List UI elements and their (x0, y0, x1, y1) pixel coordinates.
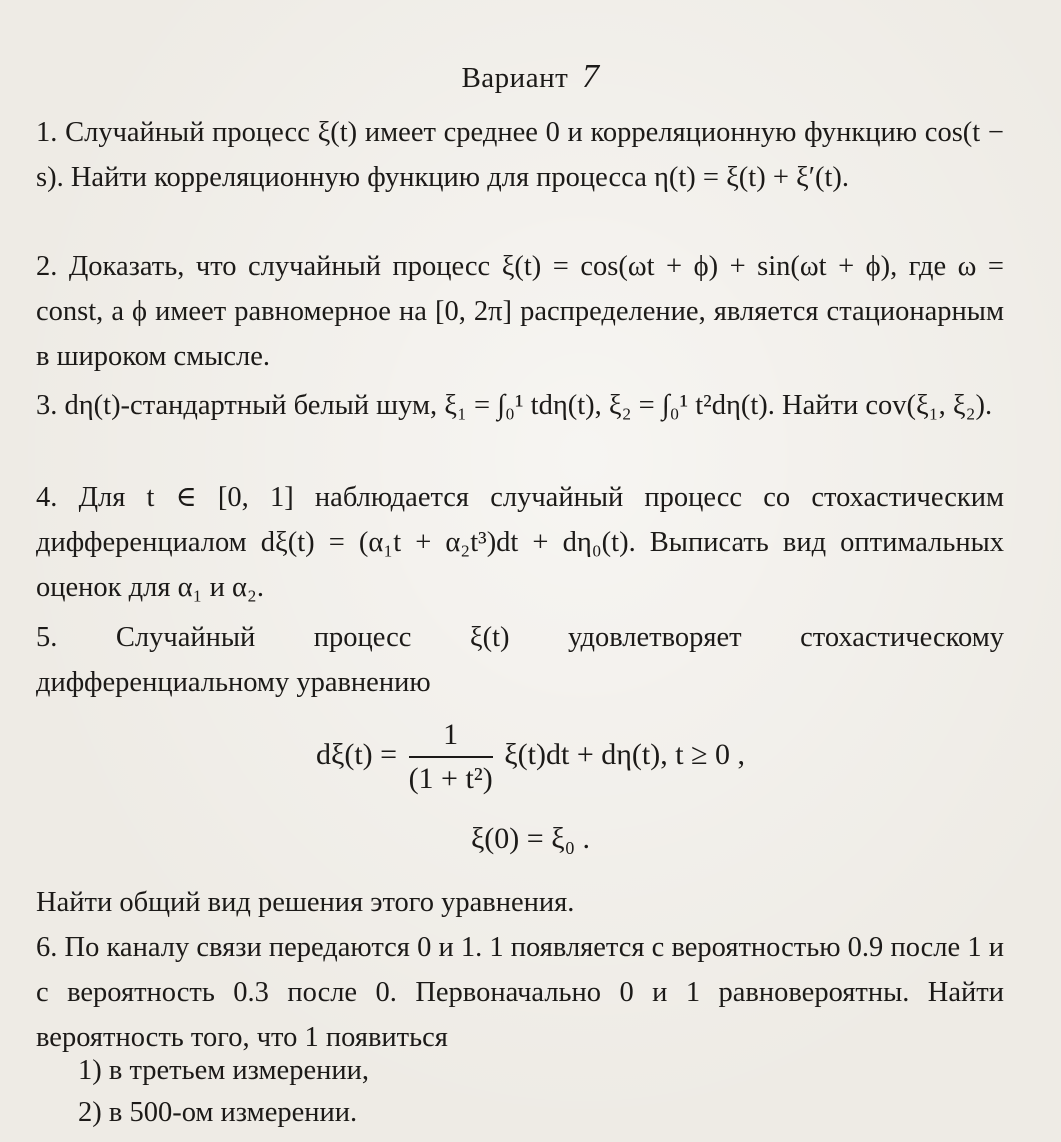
equation-sde (0, 718, 1061, 796)
fraction-denominator: (1 + t²) (408, 762, 493, 795)
problem-3: 3. dη(t)-стандартный белый шум, ξ₁ = ∫₀¹ tdη(t), ξ₂ = ∫₀¹ t²dη(t). Найти cov(ξ₁, ξ₂). (36, 390, 993, 421)
page-title (0, 58, 1061, 96)
problem-1: 1. Случайный процесс ξ(t) имеет среднее 0 и корреляционную функцию cos(t − s). Найти корреляционную функцию для процесса η(t) = ξ(t) + ξ′(t). (36, 117, 1004, 193)
fraction-numerator: 1 (409, 718, 493, 758)
title-label: Вариант (461, 62, 569, 94)
equation-fraction (409, 718, 493, 796)
variant-number: 7 (582, 58, 600, 95)
equation-initial-condition: ξ(0) = ξ₀ . (470, 822, 591, 855)
problem-6: 6. По каналу связи передаются 0 и 1. 1 появляется с вероятностью 0.9 после 1 и с вероятность 0.3 после 0. Первоначально 0 и 1 равновероятны. Найти вероятность того, что 1 появиться (36, 932, 1004, 1053)
equation-right: ξ(t)dt + dη(t), t ≥ 0 , (504, 737, 746, 771)
problem-4: 4. Для t ∈ [0, 1] наблюдается случайный процесс со стохастическим дифференциалом dξ(t) = (α₁t + α₂t³)dt + dη₀(t). Выписать вид оптимальных оценок для α₁ и α₂. (36, 482, 1004, 603)
equation-left: dξ(t) = (315, 737, 398, 771)
problem-6-item-2: 2) в 500-ом измерении. (78, 1097, 358, 1128)
problem-5: 5. Случайный процесс ξ(t) удовлетворяет стохастическому дифференциальному уравнению (36, 622, 1004, 698)
problem-6-item-1: 1) в третьем измерении, (78, 1055, 369, 1086)
problem-2: 2. Доказать, что случайный процесс ξ(t) = cos(ωt + ϕ) + sin(ωt + ϕ), где ω = const, а ϕ имеет равномерное на [0, 2π] распределение, является стационарным в широком смысле. (36, 251, 1004, 372)
problem-5-task: Найти общий вид решения этого уравнения. (36, 887, 575, 918)
